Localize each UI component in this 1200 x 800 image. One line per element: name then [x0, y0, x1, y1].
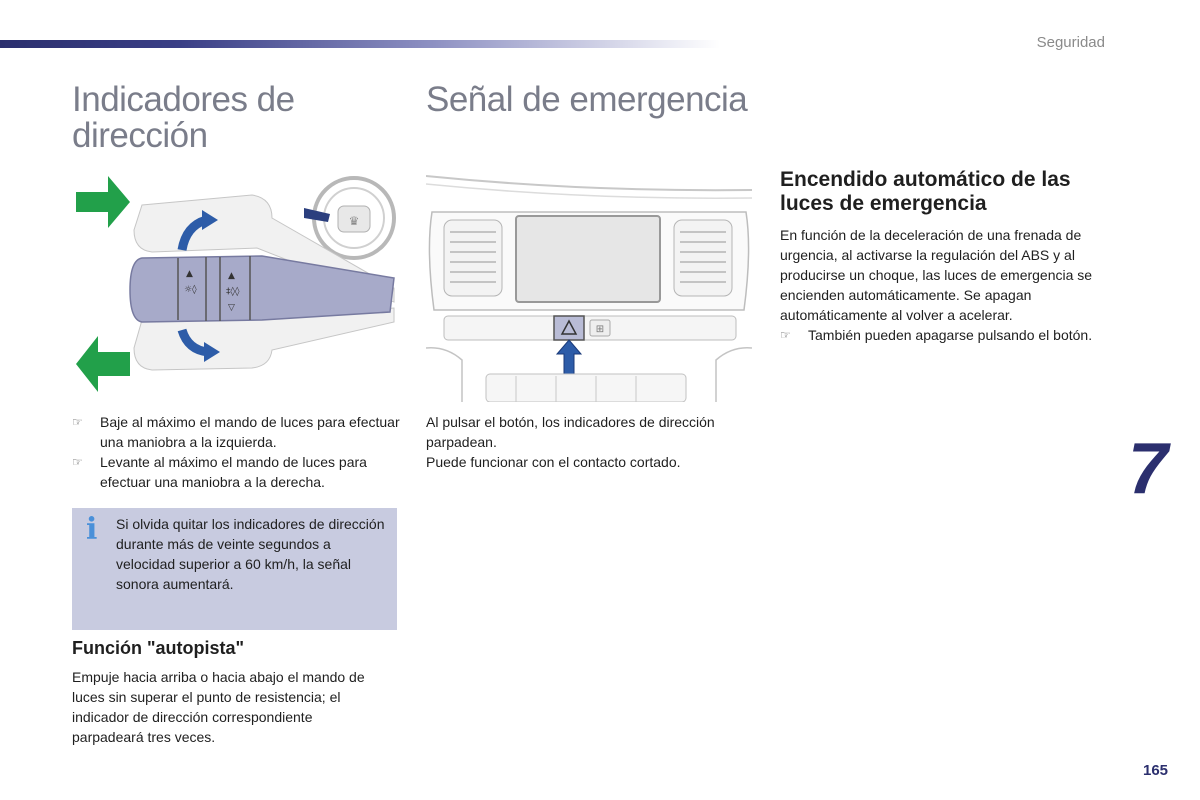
green-arrow-left-icon: [76, 336, 130, 392]
svg-text:⊞: ⊞: [595, 324, 605, 335]
svg-text:♛: ♛: [348, 214, 360, 228]
bullet-item: [780, 325, 1100, 345]
stalk-illustration: [72, 170, 402, 405]
right-heading: Encendido automático de las luces de emergencia: [780, 168, 1071, 215]
hand-pointer-icon: ☞: [72, 455, 83, 469]
info-box: [72, 508, 397, 630]
right-paragraph: En función de la deceleración de una frenada de urgencia, al activarse la regulación del ABS y al producirse un choque, las luces de emergencia se encienden automáticamente. Se apagan automáticamente al volver a acelerar.: [780, 227, 1093, 323]
middle-text: [426, 412, 756, 472]
hand-pointer-icon: ☞: [780, 328, 791, 342]
middle-paragraph-1: Al pulsar el botón, los indicadores de dirección parpadean.: [426, 414, 715, 450]
svg-text:▽: ▽: [228, 303, 235, 313]
bullet-item: [72, 452, 402, 492]
bullet-text: También pueden apagarse pulsando el botón.: [808, 327, 1093, 343]
dashboard-illustration: [426, 170, 752, 402]
svg-text:☼◊: ☼◊: [184, 285, 197, 295]
bullet-text: Levante al máximo el mando de luces para efectuar una maniobra a la derecha.: [100, 454, 367, 490]
hand-pointer-icon: ☞: [72, 415, 83, 429]
header-gradient-bar: [0, 40, 720, 48]
green-arrow-right-icon: [76, 176, 130, 228]
svg-text:▲: ▲: [186, 269, 193, 279]
info-icon: i: [86, 512, 98, 547]
section-label: Seguridad: [1036, 34, 1105, 51]
title-senal-emergencia: Señal de emergencia: [426, 80, 748, 119]
bullet-item: [72, 412, 402, 452]
right-text: [780, 225, 1100, 345]
left-bullets: [72, 412, 402, 492]
info-text: Si olvida quitar los indicadores de dirección durante más de veinte segundos a velocidad superior a 60 km/h, la señal sonora aumentará.: [116, 516, 385, 592]
autopista-text: Empuje hacia arriba o hacia abajo el mando de luces sin superar el punto de resistencia; el indicador de dirección correspondiente parpadeará tres veces.: [72, 669, 365, 745]
page-number: 165: [1143, 762, 1169, 779]
svg-text:▲: ▲: [228, 271, 235, 281]
chapter-number: 7: [1128, 429, 1169, 509]
blue-arrow-up-icon: [557, 340, 581, 376]
middle-paragraph-2: Puede funcionar con el contacto cortado.: [426, 454, 681, 470]
title-indicadores: Indicadores de dirección: [72, 80, 295, 155]
autopista-heading: Función "autopista": [72, 638, 245, 658]
svg-text:‡◊◊: ‡◊◊: [226, 287, 240, 297]
bullet-text: Baje al máximo el mando de luces para efectuar una maniobra a la izquierda.: [100, 414, 400, 450]
